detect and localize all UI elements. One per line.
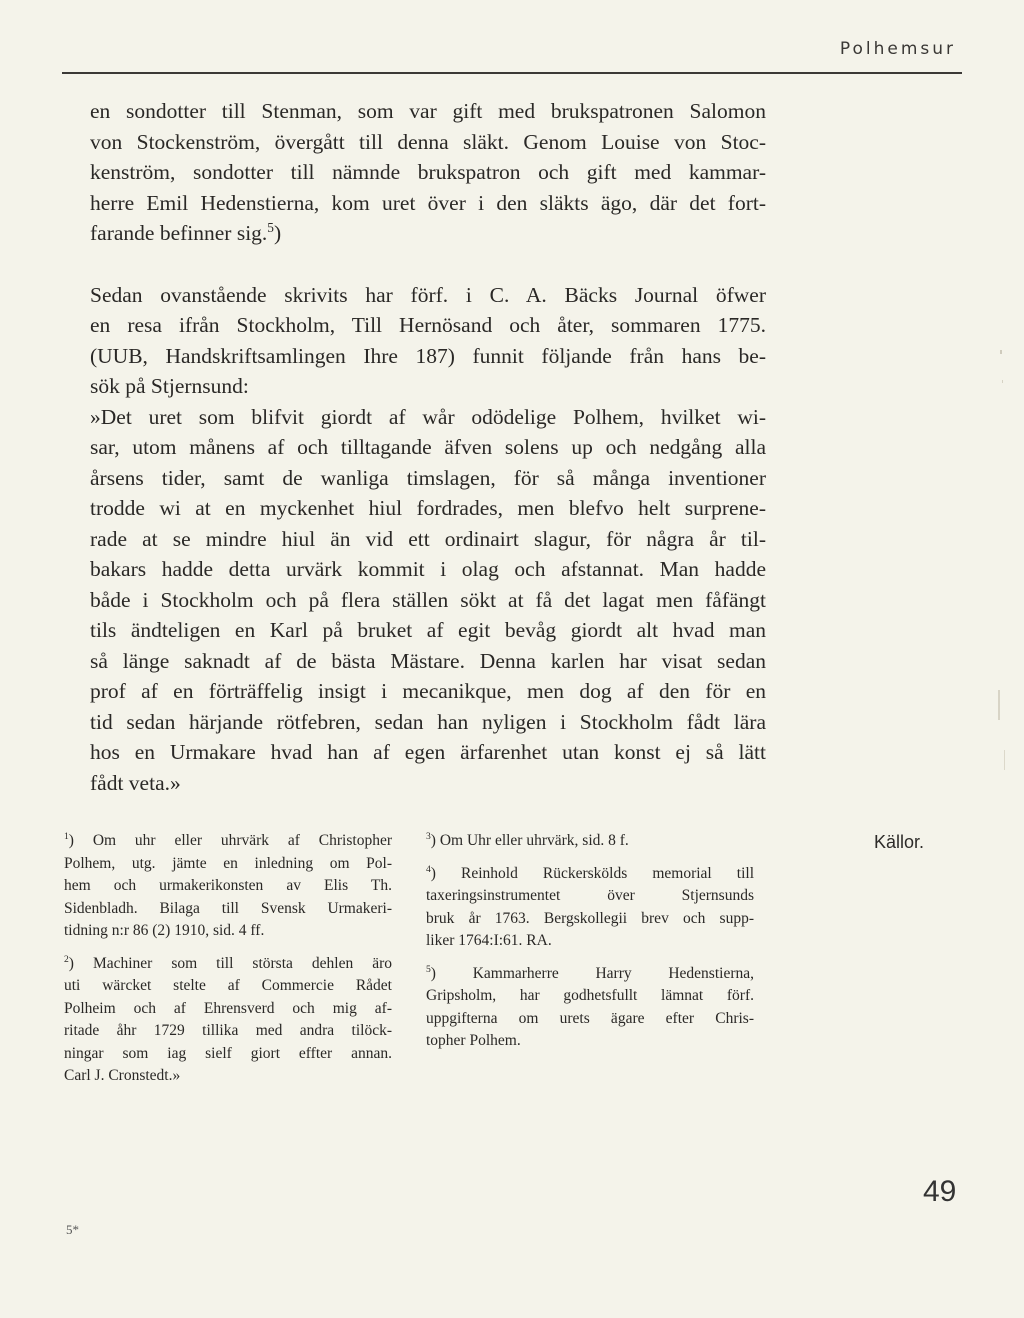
footnote-marker: 1 bbox=[64, 830, 69, 842]
text-line: rade at se mindre hiul än vid ett ordinairt slagur, för några år til- bbox=[90, 526, 766, 551]
text-line: både i Stockholm och på flera ställen sökt at få det lagat men fåfängt bbox=[90, 587, 766, 612]
text-line: sar, utom månens af och tilltagande äfven solens up och nedgång alla bbox=[90, 435, 766, 459]
footnote-line: uppgifterna om urets ägare efter Chris- bbox=[426, 1009, 754, 1027]
text-line: tid sedan härjande rötfebren, sedan han nyligen i Stockholm fådt lära bbox=[90, 709, 766, 734]
footnote-marker: 2 bbox=[64, 953, 69, 965]
header-rule bbox=[62, 72, 962, 74]
footnote-line: tidning n:r 86 (2) 1910, sid. 4 ff. bbox=[64, 922, 265, 939]
footnote-line bbox=[64, 953, 392, 976]
footnote bbox=[64, 830, 392, 943]
footnote-line bbox=[426, 963, 754, 986]
text-line: bakars hadde detta urvärk kommit i olag och afstannat. Man hadde bbox=[90, 557, 766, 581]
text-line: (UUB, Handskriftsamlingen Ihre 187) funnit följande från hans be- bbox=[90, 343, 766, 368]
text-line: farande befinner sig.$^5$) bbox=[90, 219, 282, 245]
paragraph bbox=[90, 96, 766, 249]
signature-mark: 5* bbox=[66, 1222, 79, 1237]
footnote-line: Carl J. Cronstedt.» bbox=[64, 1067, 181, 1084]
footnote bbox=[426, 830, 754, 853]
footnote-marker: 3 bbox=[426, 830, 431, 842]
footnote-text: ) Machiner som till största dehlen äro bbox=[68, 954, 392, 972]
text-line: herre Emil Hedenstierna, kom uret över i den släkts ägo, där det fort- bbox=[90, 190, 766, 215]
text-line: Sedan ovanstående skrivits har förf. i C. A. Bäcks Journal öfwer bbox=[90, 282, 766, 307]
footnote-text: ) Om uhr eller uhrvärk af Christopher bbox=[68, 832, 392, 849]
footnote-line: ningar som iag sielf giort effter annan. bbox=[64, 1044, 392, 1062]
footnote-line: uti wärcket stelte af Commercie Rådet bbox=[64, 977, 392, 994]
text-line: »Det uret som blifvit giordt af wår odödelige Polhem, hvilket wi- bbox=[90, 404, 766, 429]
footnote-marker: 5 bbox=[426, 963, 431, 975]
text-line: trodde wi at en myckenhet hiul fordrades, men blefvo helt surprene- bbox=[90, 496, 766, 520]
footnotes-right-column bbox=[426, 830, 754, 1063]
footnote-text: ) Kammarherre Harry Hedenstierna, bbox=[430, 964, 754, 982]
margin-specks bbox=[990, 290, 1020, 990]
footnote-line: Sidenbladh. Bilaga till Svensk Urmakeri- bbox=[64, 899, 392, 917]
footnote bbox=[426, 963, 754, 1053]
text-line: årsens tider, samt de wanliga timslagen, för så många inventioner bbox=[90, 465, 766, 490]
running-head: Polhemsur bbox=[839, 39, 956, 59]
footnote-line bbox=[426, 863, 754, 886]
text-line: von Stockenström, övergått till denna släkt. Genom Louise von Stoc- bbox=[90, 129, 766, 154]
footnote bbox=[64, 953, 392, 1088]
text-line: så länge saknadt af de bästa Mästare. Denna karlen har visat sedan bbox=[90, 648, 766, 673]
footnote-line: topher Polhem. bbox=[426, 1032, 521, 1049]
page-number: 49 bbox=[923, 1175, 957, 1208]
text-line-content: farande befinner sig. bbox=[90, 221, 268, 245]
footnote-marker: 4 bbox=[426, 863, 431, 875]
footnote-ref: 5 bbox=[267, 219, 274, 235]
footnote-line: Gripsholm, har godhetsfullt lämnat förf. bbox=[426, 987, 754, 1004]
footnote-text: ) Reinhold Rückerskölds memorial till bbox=[430, 864, 754, 882]
footnotes-left-column bbox=[64, 830, 392, 1098]
footnote-line: hem och urmakerikonsten av Elis Th. bbox=[64, 877, 392, 894]
footnote bbox=[426, 863, 754, 953]
sources-label: Källor. bbox=[874, 832, 925, 852]
footnote-line bbox=[426, 830, 754, 853]
text-line: sök på Stjernsund: bbox=[90, 374, 249, 398]
footnote-line: Polhem, utg. jämte en inledning om Pol- bbox=[64, 854, 392, 872]
footnote-line: ritade åhr 1729 tillika med andra tilöck- bbox=[64, 1022, 392, 1039]
paragraph-gap bbox=[90, 249, 766, 280]
footnote-line: liker 1764:I:61. RA. bbox=[426, 932, 552, 949]
footnote-line bbox=[64, 830, 392, 853]
footnote-text: ) Om Uhr eller uhrvärk, sid. 8 f. bbox=[430, 832, 629, 849]
text-line: prof af en förträffelig insigt i mecanikque, men dog af den för en bbox=[90, 679, 766, 703]
text-line: fådt veta.» bbox=[90, 770, 181, 795]
text-line: kenström, sondotter till nämnde brukspatron och gift med kammar- bbox=[90, 160, 766, 184]
paragraph bbox=[90, 280, 766, 799]
text-line: hos en Urmakare hvad han af egen ärfarenhet utan konst ej så lätt bbox=[90, 740, 766, 764]
footnote-line: bruk år 1763. Bergskollegii brev och supp- bbox=[426, 909, 754, 927]
main-text bbox=[90, 96, 766, 798]
text-line: en resa ifrån Stockholm, Till Hernösand och åter, sommaren 1775. bbox=[90, 313, 766, 337]
text-line: tils ändteligen en Karl på bruket af egit bevåg giordt alt hvad man bbox=[90, 618, 766, 642]
text-line: en sondotter till Stenman, som var gift med brukspatronen Salomon bbox=[90, 99, 766, 123]
footnote-line: taxeringsinstrumentet över Stjernsunds bbox=[426, 887, 754, 904]
footnote-line: Polheim och af Ehrensverd och mig af- bbox=[64, 999, 392, 1017]
